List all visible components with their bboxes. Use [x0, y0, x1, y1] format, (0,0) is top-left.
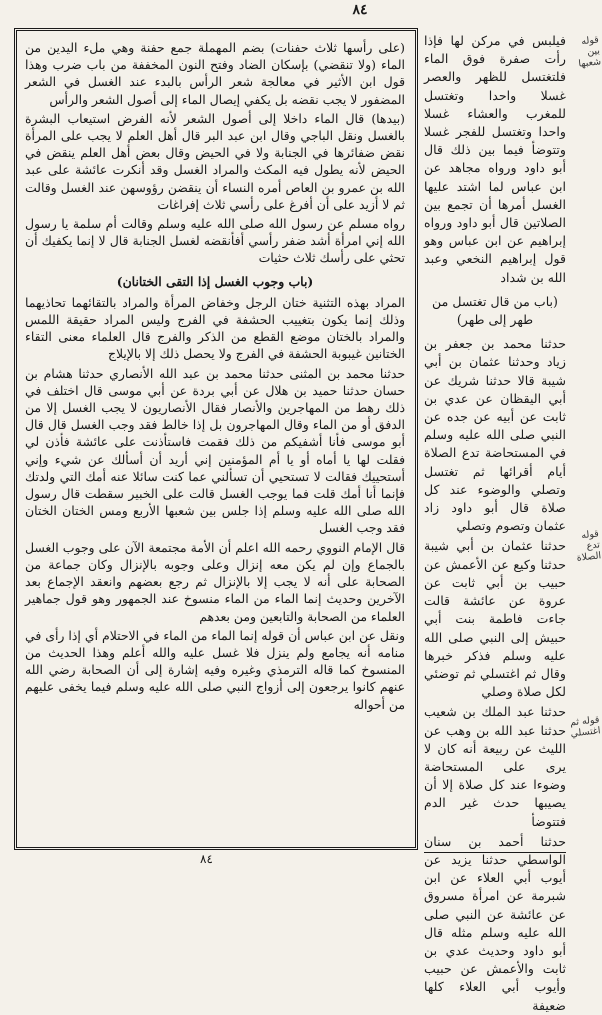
main-paragraph-4: المراد بهذه التثنية ختان الرجل وخفاض المرأة والمراد بالتقائهما تحاذيهما وذلك إنما يكون بتغييب الحشفة في الفرج وليس المراد حقيقة اللمس والمراد بالختان موضع القطع من الذكر والفرج قال العلماء معنى التقاء الختانين غيبوبة الحشفة في الفرج ولا يحصل ذلك إلا بالإيلاج [25, 294, 405, 362]
main-paragraph-6: قال الإمام النووي رحمه الله اعلم أن الأمة مجتمعة الآن على وجوب الغسل بالجماع وإن لم يكن معه إنزال وعلى وجوبه بالإنزال وكان جماعة من الصحابة على أنه لا يجب إلا بالإنزال ثم رجع بعضهم وانعقد الإجماع بعد الآخرين وحديث إنما الماء من الماء منسوخ عند الجمهور وهو قول جماهير العلماء من الصحابة والتابعين ومن بعدهم [25, 539, 405, 624]
margin-notes [568, 30, 600, 870]
main-paragraph-3: رواه مسلم عن رسول الله صلى الله عليه وسلم وقالت أم سلمة يا رسول الله إني امرأة أشد ضفر رأسي أفأنقضه لغسل الجنابة قال لا إنما يكفيك أن تحثي على رأسك ثلاث حثيات [25, 216, 405, 266]
main-paragraph-1: (على رأسها ثلاث حفنات) بضم المهملة جمع حفنة وهي ملء اليدين من الماء (ولا تنقضي) بإسكان الضاد وفتح النون المخففة من باب ضرب وهذا قول ابن الأثير في معالجة شعر الرأس بالبدء عند الغسل في الشعر المضفور لا يجب نقضه بل يكفي إيصال الماء إلى أصول الشعر والرأس [25, 40, 405, 107]
side-paragraph-2: حدثنا محمد بن جعفر بن زياد وحدثنا عثمان بن أبي شيبة قالا حدثنا شريك عن أبي اليقظان عن عدي بن ثابت عن أبيه عن جده عن النبي صلى الله عليه وسلم في المستحاضة تدع الصلاة أيام أقرائها ثم تغتسل وتصلي والوضوء عند كل صلاة قال أبو داود زاد عثمان وتصوم وتصلي [424, 336, 566, 534]
main-paragraph-2: (بيدها) قال الماء داخلا إلى أصول الشعر لأنه الفرض استيعاب البشرة بالغسل ونقل الباجي وقال ابن عبد البر قال أهل العلم لا يجب على المرأة نقض ضفائرها في الجنابة ولا في الحيض وقال بعض أهل العلم ينقض في الحيض لأنه يطول فيه المكث والمراد الغسل وقد أنكرت عائشة على عبد الله بن عمرو بن العاص أمره النساء أن ينقضن رؤوسهن عند الغسل وقالت ثم لا أزيد على أن أفرغ على رأسي ثلاث إفراغات [25, 110, 405, 212]
side-section-heading: (باب من قال تغتسل من طهر إلى طهر) [432, 293, 558, 328]
side-text-column [424, 32, 566, 1013]
side-paragraph-3: حدثنا عثمان بن أبي شيبة حدثنا وكيع عن الأعمش عن حبيب بن أبي ثابت عن عروة عن عائشة قالت جاءت فاطمة بنت أبي حبيش إلى النبي صلى الله عليه وسلم فذكر خبرها وقال ثم اغتسلي ثم توضئي لكل صلاة وصلي [424, 538, 566, 700]
main-text-body [25, 39, 405, 713]
margin-note-1: قوله بين شعبها [577, 34, 602, 70]
main-section-heading: (باب وجوب الغسل إذا التقى الختانان) [116, 273, 314, 289]
margin-note-3: قوله ثم اغتسلي [569, 714, 602, 740]
page-number: ٨٤ [352, 2, 368, 18]
side-bottom-rule [424, 852, 566, 853]
main-paragraph-5: حدثنا محمد بن المثنى حدثنا محمد بن عبد الله الأنصاري حدثنا هشام بن حسان حدثنا حميد بن هلال عن أبي بردة عن أبي موسى قال اختلف في ذلك رهط من المهاجرين والأنصار فقال الأنصاريون لا يجب الغسل إلا من الدفق أو من الماء وقال المهاجرون بل إذا خالط فقد وجب الغسل قال قال أبو موسى فأنا أشفيكم من ذلك فقمت فاستأذنت على عائشة فأذن لي فقلت لها يا أماه أو يا أم المؤمنين إني أريد أن أسألك عن شيء وإني أستحييك فقالت لا تستحيي أن تسألني عما كنت سائلا عنه أمك التي ولدتك فإنما أنا أمك قلت فما يوجب الغسل قالت على الخبير سقطت قال رسول الله صلى الله عليه وسلم إذا جلس بين شعبها الأربع ومس الختان الختان فقد وجب الغسل [25, 365, 405, 536]
main-paragraph-7: ونقل عن ابن عباس أن قوله إنما الماء من الماء في الاحتلام أي إذا رأى في منامه أنه يجامع ولم ينزل فلا غسل عليه والله أعلم وهذا الحديث من المنسوخ كما قاله الترمذي وغيره وفيه إشارة إلى أن الصحابة رضي الله عنهم كانوا يرجعون إلى أزواج النبي صلى الله عليه وسلم فيما يخفى عليهم من أحواله [25, 627, 405, 712]
main-text-frame [14, 28, 418, 850]
side-paragraph-5: حدثنا أحمد بن سنان الواسطي حدثنا يزيد عن أيوب أبي العلاء عن ابن شبرمة عن امرأة مسروق عن عائشة عن النبي صلى الله عليه وسلم مثله قال أبو داود وحديث عدي بن ثابت والأعمش عن حبيب وأيوب أبي العلاء كلها ضعيفة [424, 833, 566, 1013]
main-bottom-mark: ٨٤ [200, 852, 213, 866]
margin-note-2: قوله تدع الصلاة [576, 528, 602, 564]
side-paragraph-4: حدثنا عبد الملك بن شعيب حدثنا عبد الله بن وهب عن الليث عن ربيعة أنه كان لا يرى على المستحاضة وضوءا عند كل صلاة إلا أن يصيبها حدث غير الدم فتتوضأ [424, 704, 566, 829]
side-paragraph-1: فيلبس في مركن لها فإذا رأت صفرة فوق الماء فلتغتسل للظهر والعصر غسلا واحدا وتغتسل للمغرب والعشاء غسلا واحدا وتغتسل للفجر غسلا وتتوضأ فيما بين ذلك قال أبو داود ورواه مجاهد عن ابن عباس لما اشتد عليها الغسل أمرها أن تجمع بين الصلاتين قال أبو داود ورواه إبراهيم عن ابن عباس وهو قول إبراهيم النخعي وعبد الله بن شداد [424, 33, 566, 285]
